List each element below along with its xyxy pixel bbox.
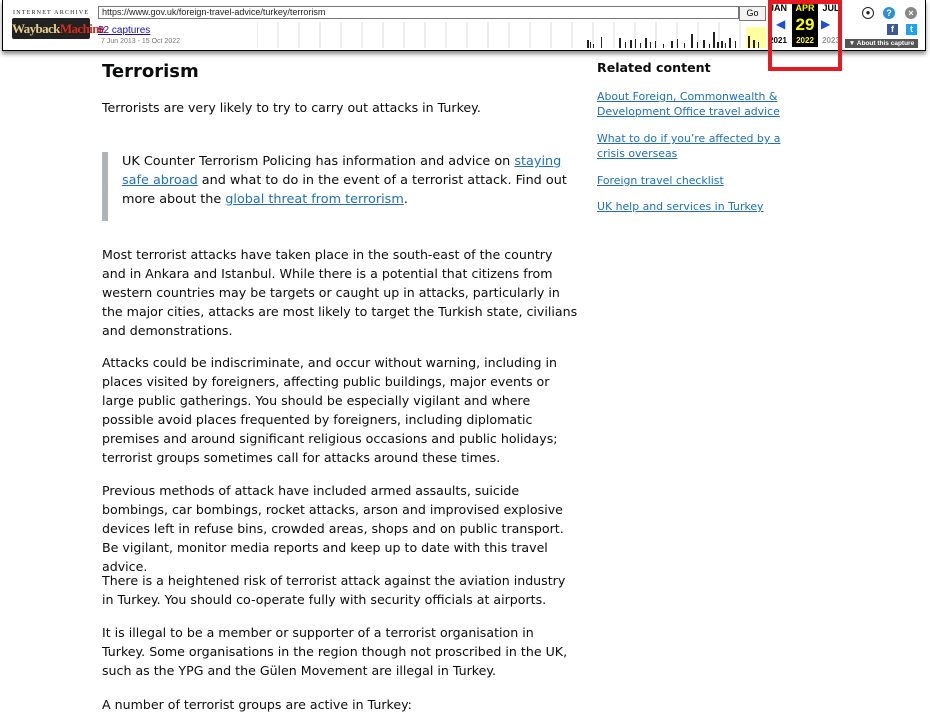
- prev-year[interactable]: 2021: [769, 36, 787, 45]
- inset-text: [122, 152, 572, 209]
- inset-callout: [102, 152, 572, 221]
- next-capture-arrow-icon[interactable]: ▶: [821, 17, 831, 31]
- inset-text-2: and what to do in the event of a terrorist attack. Find out more about the: [122, 173, 567, 207]
- intro-paragraph: Terrorists are very likely to try to carry out attacks in Turkey.: [102, 100, 481, 115]
- prev-capture-arrow-icon[interactable]: ◀: [776, 17, 786, 31]
- calendar-next-col[interactable]: [818, 2, 844, 47]
- about-this-capture-button[interactable]: ▼ About this capture: [845, 39, 918, 48]
- user-icon[interactable]: ●: [862, 7, 874, 19]
- related-content-sidebar: [597, 59, 797, 213]
- sparkline-year-dividers: [257, 22, 740, 48]
- inset-text-1: UK Counter Terrorism Policing has information and advice on: [122, 154, 515, 169]
- global-threat-link[interactable]: global threat from terrorism: [225, 192, 404, 207]
- article-main: [102, 58, 578, 712]
- next-day-spacer: [818, 14, 844, 35]
- inset-text-3: .: [403, 192, 408, 207]
- captures-link[interactable]: 52 captures: [98, 25, 151, 36]
- calendar-current-col: [792, 2, 818, 47]
- go-button[interactable]: Go: [739, 6, 766, 21]
- related-link-uk-help-turkey[interactable]: UK help and services in Turkey: [597, 200, 764, 213]
- page-title: Terrorism: [102, 61, 199, 82]
- captures-date-range: 7 Jun 2013 - 15 Oct 2022: [101, 38, 180, 45]
- internet-archive-label: INTERNET ARCHIVE: [13, 10, 90, 16]
- wayback-url-input[interactable]: https://www.gov.uk/foreign-travel-advice/turkey/terrorism: [98, 6, 739, 19]
- logo-part-a: Wayback: [12, 21, 60, 36]
- facebook-icon[interactable]: f: [887, 24, 898, 35]
- body-paragraph-3: Previous methods of attack have included armed assaults, suicide bombings, car bombings, rocket attacks, arson and improvised explosive devices left in refuse bins, crowded areas, shops and on public transport. Be vigilant, monitor media reports and keep up to date with this travel advice.: [102, 483, 564, 574]
- related-link-fcdo-advice[interactable]: About Foreign, Commonwealth & Development Office travel advice: [597, 90, 780, 118]
- next-month[interactable]: JUL: [822, 3, 840, 13]
- twitter-icon[interactable]: t: [906, 24, 917, 35]
- related-link-travel-checklist[interactable]: Foreign travel checklist: [597, 174, 724, 187]
- body-paragraph-6: A number of terrorist groups are active in Turkey:: [102, 697, 412, 712]
- next-year: 2023: [822, 36, 840, 45]
- captures-sparkline[interactable]: [257, 22, 767, 48]
- help-icon[interactable]: ?: [883, 7, 895, 19]
- wayback-logo[interactable]: [12, 18, 105, 39]
- related-content-heading: Related content: [597, 60, 711, 75]
- close-icon[interactable]: ×: [905, 7, 917, 19]
- logo-part-b: Machine: [59, 21, 105, 36]
- body-paragraph-2: Attacks could be indiscriminate, and occur without warning, including in places visited by foreigners, affecting public buildings, major events or large public gatherings. You should be especially vigilant and where possible avoid places frequented by foreigners, including diplomatic premises and around significant religious occasions and public holidays; terrorist groups sometimes call for attacks around these times.: [102, 355, 558, 465]
- body-paragraph-5: It is illegal to be a member or supporter of a terrorist organisation in Turkey. Some organisations in the region though not proscribed in the UK, such as the YPG and the Gülen Movement are illegal in Turkey.: [102, 625, 568, 678]
- current-day: 29: [795, 15, 815, 34]
- staying-safe-abroad-link[interactable]: staying safe abroad: [122, 154, 562, 188]
- sparkline-bars: [587, 32, 759, 48]
- current-month: APR: [795, 3, 815, 13]
- body-paragraph-4: There is a heightened risk of terrorist attack against the aviation industry in Turkey. You should co-operate fully with security officials at airports.: [102, 573, 566, 607]
- wayback-toolbar: [2, 0, 926, 51]
- current-year: 2022: [796, 36, 814, 45]
- body-paragraph-1: Most terrorist attacks have taken place in the south-east of the country and in Ankara and Istanbul. While there is a potential that citizens from western countries may be targets or caught up in attacks, particularly in the major cities, attacks are most likely to target the Turkish state, civilians and demonstrations.: [102, 247, 578, 338]
- related-link-crisis-overseas[interactable]: What to do if you’re affected by a crisis overseas: [597, 132, 781, 160]
- prev-month[interactable]: JAN: [768, 3, 787, 13]
